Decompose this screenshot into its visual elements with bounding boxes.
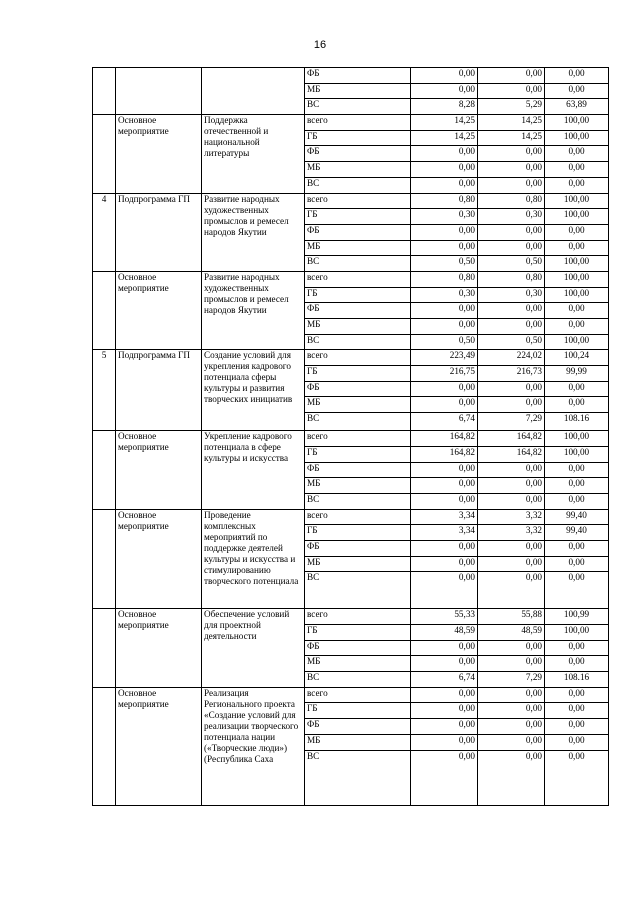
execution-percent-cell: 0,00	[545, 397, 609, 413]
funding-source-cell: МБ	[305, 556, 411, 572]
execution-percent-cell: 0,00	[545, 319, 609, 335]
actual-amount-cell: 0,00	[478, 146, 545, 162]
program-name-cell: Развитие народных художественных промыслов и ремесел народов Якутии	[202, 271, 305, 349]
actual-amount-cell: 0,80	[478, 271, 545, 287]
actual-amount-cell: 0,80	[478, 193, 545, 209]
execution-percent-cell: 100,00	[545, 130, 609, 146]
program-name-cell: Проведение комплексных мероприятий по поддержке деятелей культуры и искусства и стимулированию творческого потенциала	[202, 509, 305, 609]
execution-percent-cell: 99,99	[545, 366, 609, 382]
execution-percent-cell: 100,00	[545, 287, 609, 303]
program-level-cell: Основное мероприятие	[116, 431, 202, 509]
planned-amount-cell: 0,00	[411, 303, 478, 319]
planned-amount-cell: 0,00	[411, 540, 478, 556]
funding-source-cell: ГБ	[305, 209, 411, 225]
planned-amount-cell: 0,00	[411, 719, 478, 735]
execution-percent-cell: 100,00	[545, 334, 609, 350]
actual-amount-cell: 7,29	[478, 413, 545, 431]
planned-amount-cell: 48,59	[411, 625, 478, 641]
execution-percent-cell: 99,40	[545, 509, 609, 525]
execution-percent-cell: 0,00	[545, 640, 609, 656]
funding-source-cell: всего	[305, 193, 411, 209]
funding-source-cell: ГБ	[305, 366, 411, 382]
funding-source-cell: ГБ	[305, 130, 411, 146]
planned-amount-cell: 6,74	[411, 672, 478, 688]
planned-amount-cell: 0,30	[411, 287, 478, 303]
execution-percent-cell: 0,00	[545, 540, 609, 556]
actual-amount-cell: 0,00	[478, 224, 545, 240]
actual-amount-cell: 0,00	[478, 462, 545, 478]
actual-amount-cell: 0,00	[478, 656, 545, 672]
row-index-cell	[93, 68, 116, 115]
execution-percent-cell: 0,00	[545, 68, 609, 84]
planned-amount-cell: 0,00	[411, 750, 478, 805]
execution-percent-cell: 100,99	[545, 609, 609, 625]
planned-amount-cell: 14,25	[411, 115, 478, 131]
funding-source-cell: ГБ	[305, 703, 411, 719]
program-name-cell: Создание условий для укрепления кадрового потенциала сферы культуры и развития творческих инициатив	[202, 350, 305, 431]
planned-amount-cell: 55,33	[411, 609, 478, 625]
planned-amount-cell: 0,00	[411, 146, 478, 162]
program-name-cell: Укрепление кадрового потенциала в сфере культуры и искусства	[202, 431, 305, 509]
program-level-cell	[116, 68, 202, 115]
execution-percent-cell: 0,00	[545, 162, 609, 178]
funding-source-cell: ВС	[305, 493, 411, 509]
planned-amount-cell: 0,00	[411, 478, 478, 494]
execution-percent-cell: 0,00	[545, 177, 609, 193]
row-index-cell	[93, 687, 116, 805]
funding-source-cell: ВС	[305, 572, 411, 609]
execution-percent-cell: 0,00	[545, 462, 609, 478]
funding-source-cell: всего	[305, 350, 411, 366]
planned-amount-cell: 6,74	[411, 413, 478, 431]
funding-source-cell: ВС	[305, 334, 411, 350]
program-name-cell: Реализация Регионального проекта «Создание условий для реализации творческого потенциала нации («Творческие люди») (Республика Саха	[202, 687, 305, 805]
actual-amount-cell: 0,00	[478, 640, 545, 656]
funding-source-cell: ВС	[305, 177, 411, 193]
table-row	[93, 431, 609, 447]
execution-percent-cell: 99,40	[545, 525, 609, 541]
execution-percent-cell: 100,00	[545, 209, 609, 225]
row-index-cell	[93, 509, 116, 609]
actual-amount-cell: 0,00	[478, 83, 545, 99]
planned-amount-cell: 0,00	[411, 319, 478, 335]
planned-amount-cell: 0,00	[411, 381, 478, 397]
funding-source-cell: МБ	[305, 319, 411, 335]
funding-source-cell: всего	[305, 687, 411, 703]
program-level-cell: Основное мероприятие	[116, 609, 202, 687]
execution-percent-cell: 100,00	[545, 271, 609, 287]
actual-amount-cell: 0,00	[478, 381, 545, 397]
planned-amount-cell: 164,82	[411, 446, 478, 462]
planned-amount-cell: 3,34	[411, 525, 478, 541]
table-row	[93, 609, 609, 625]
program-level-cell: Основное мероприятие	[116, 271, 202, 349]
funding-source-cell: ФБ	[305, 146, 411, 162]
funding-source-cell: МБ	[305, 162, 411, 178]
row-index-cell	[93, 609, 116, 687]
funding-source-cell: МБ	[305, 656, 411, 672]
table-row	[93, 115, 609, 131]
execution-percent-cell: 0,00	[545, 224, 609, 240]
planned-amount-cell: 0,00	[411, 734, 478, 750]
funding-source-cell: ФБ	[305, 640, 411, 656]
program-level-cell: Основное мероприятие	[116, 115, 202, 193]
actual-amount-cell: 0,00	[478, 68, 545, 84]
execution-percent-cell: 0,00	[545, 572, 609, 609]
actual-amount-cell: 0,50	[478, 334, 545, 350]
planned-amount-cell: 0,30	[411, 209, 478, 225]
program-level-cell: Основное мероприятие	[116, 687, 202, 805]
actual-amount-cell: 0,00	[478, 750, 545, 805]
funding-source-cell: ГБ	[305, 446, 411, 462]
execution-percent-cell: 108.16	[545, 672, 609, 688]
planned-amount-cell: 0,00	[411, 640, 478, 656]
actual-amount-cell: 55,88	[478, 609, 545, 625]
row-index-cell	[93, 271, 116, 349]
actual-amount-cell: 48,59	[478, 625, 545, 641]
table-row	[93, 193, 609, 209]
execution-percent-cell: 0,00	[545, 656, 609, 672]
funding-source-cell: ВС	[305, 413, 411, 431]
actual-amount-cell: 164,82	[478, 446, 545, 462]
actual-amount-cell: 0,00	[478, 719, 545, 735]
planned-amount-cell: 0,00	[411, 240, 478, 256]
funding-source-cell: ВС	[305, 750, 411, 805]
actual-amount-cell: 14,25	[478, 130, 545, 146]
actual-amount-cell: 0,00	[478, 703, 545, 719]
program-name-cell	[202, 68, 305, 115]
funding-source-cell: ФБ	[305, 303, 411, 319]
execution-percent-cell: 0,00	[545, 381, 609, 397]
actual-amount-cell: 0,00	[478, 478, 545, 494]
planned-amount-cell: 3,34	[411, 509, 478, 525]
program-name-cell: Развитие народных художественных промыслов и ремесел народов Якутии	[202, 193, 305, 271]
planned-amount-cell: 223,49	[411, 350, 478, 366]
funding-source-cell: всего	[305, 271, 411, 287]
page-number: 16	[313, 39, 327, 51]
program-name-cell: Обеспечение условий для проектной деятельности	[202, 609, 305, 687]
funding-source-cell: ФБ	[305, 540, 411, 556]
table-row	[93, 68, 609, 84]
execution-percent-cell: 100,00	[545, 115, 609, 131]
planned-amount-cell: 14,25	[411, 130, 478, 146]
funding-source-cell: МБ	[305, 240, 411, 256]
actual-amount-cell: 224,02	[478, 350, 545, 366]
funding-source-cell: всего	[305, 509, 411, 525]
funding-source-cell: ФБ	[305, 462, 411, 478]
program-name-cell: Поддержка отечественной и национальной литературы	[202, 115, 305, 193]
planned-amount-cell: 0,00	[411, 83, 478, 99]
funding-source-cell: МБ	[305, 397, 411, 413]
row-index-cell: 5	[93, 350, 116, 431]
funding-source-cell: МБ	[305, 734, 411, 750]
funding-source-cell: всего	[305, 431, 411, 447]
actual-amount-cell: 0,00	[478, 162, 545, 178]
planned-amount-cell: 0,00	[411, 224, 478, 240]
actual-amount-cell: 0,00	[478, 303, 545, 319]
actual-amount-cell: 0,00	[478, 177, 545, 193]
funding-source-cell: всего	[305, 115, 411, 131]
table-row	[93, 350, 609, 366]
execution-percent-cell: 0,00	[545, 83, 609, 99]
planned-amount-cell: 0,80	[411, 271, 478, 287]
planned-amount-cell: 0,00	[411, 162, 478, 178]
actual-amount-cell: 0,00	[478, 493, 545, 509]
actual-amount-cell: 0,00	[478, 540, 545, 556]
execution-percent-cell: 0,00	[545, 734, 609, 750]
execution-percent-cell: 0,00	[545, 240, 609, 256]
actual-amount-cell: 0,00	[478, 556, 545, 572]
actual-amount-cell: 3,32	[478, 509, 545, 525]
table-row	[93, 509, 609, 525]
funding-source-cell: ФБ	[305, 719, 411, 735]
program-level-cell: Подпрограмма ГП	[116, 193, 202, 271]
planned-amount-cell: 0,50	[411, 256, 478, 272]
execution-percent-cell: 0,00	[545, 750, 609, 805]
execution-percent-cell: 63,89	[545, 99, 609, 115]
planned-amount-cell: 0,00	[411, 462, 478, 478]
execution-percent-cell: 0,00	[545, 478, 609, 494]
actual-amount-cell: 0,00	[478, 687, 545, 703]
planned-amount-cell: 164,82	[411, 431, 478, 447]
execution-percent-cell: 0,00	[545, 719, 609, 735]
actual-amount-cell: 5,29	[478, 99, 545, 115]
planned-amount-cell: 216,75	[411, 366, 478, 382]
execution-percent-cell: 0,00	[545, 687, 609, 703]
execution-percent-cell: 0,00	[545, 146, 609, 162]
planned-amount-cell: 0,00	[411, 68, 478, 84]
execution-percent-cell: 100,00	[545, 193, 609, 209]
funding-source-cell: ВС	[305, 99, 411, 115]
actual-amount-cell: 14,25	[478, 115, 545, 131]
funding-source-cell: ФБ	[305, 224, 411, 240]
funding-source-cell: ВС	[305, 256, 411, 272]
planned-amount-cell: 0,00	[411, 703, 478, 719]
actual-amount-cell: 0,00	[478, 319, 545, 335]
planned-amount-cell: 0,00	[411, 656, 478, 672]
funding-source-cell: ГБ	[305, 525, 411, 541]
funding-source-cell: ФБ	[305, 68, 411, 84]
planned-amount-cell: 0,00	[411, 687, 478, 703]
row-index-cell	[93, 431, 116, 509]
funding-source-cell: МБ	[305, 83, 411, 99]
execution-percent-cell: 100,00	[545, 446, 609, 462]
planned-amount-cell: 8,28	[411, 99, 478, 115]
execution-percent-cell: 100,00	[545, 431, 609, 447]
actual-amount-cell: 216,73	[478, 366, 545, 382]
actual-amount-cell: 164,82	[478, 431, 545, 447]
actual-amount-cell: 0,00	[478, 240, 545, 256]
actual-amount-cell: 0,30	[478, 287, 545, 303]
funding-source-cell: МБ	[305, 478, 411, 494]
funding-source-cell: ГБ	[305, 625, 411, 641]
actual-amount-cell: 0,00	[478, 572, 545, 609]
planned-amount-cell: 0,80	[411, 193, 478, 209]
table-body	[93, 68, 609, 806]
actual-amount-cell: 0,30	[478, 209, 545, 225]
funding-source-cell: ВС	[305, 672, 411, 688]
row-index-cell	[93, 115, 116, 193]
funding-source-cell: ГБ	[305, 287, 411, 303]
table-row	[93, 271, 609, 287]
funding-source-cell: ФБ	[305, 381, 411, 397]
execution-percent-cell: 100,00	[545, 625, 609, 641]
execution-percent-cell: 0,00	[545, 303, 609, 319]
planned-amount-cell: 0,00	[411, 556, 478, 572]
execution-percent-cell: 0,00	[545, 556, 609, 572]
row-index-cell: 4	[93, 193, 116, 271]
planned-amount-cell: 0,00	[411, 177, 478, 193]
execution-percent-cell: 108.16	[545, 413, 609, 431]
table-row	[93, 687, 609, 703]
actual-amount-cell: 0,00	[478, 397, 545, 413]
actual-amount-cell: 0,00	[478, 734, 545, 750]
planned-amount-cell: 0,00	[411, 397, 478, 413]
planned-amount-cell: 0,00	[411, 493, 478, 509]
execution-percent-cell: 100,24	[545, 350, 609, 366]
planned-amount-cell: 0,00	[411, 572, 478, 609]
execution-percent-cell: 0,00	[545, 493, 609, 509]
budget-execution-table	[92, 67, 609, 806]
program-level-cell: Основное мероприятие	[116, 509, 202, 609]
actual-amount-cell: 3,32	[478, 525, 545, 541]
actual-amount-cell: 0,50	[478, 256, 545, 272]
actual-amount-cell: 7,29	[478, 672, 545, 688]
funding-source-cell: всего	[305, 609, 411, 625]
execution-percent-cell: 0,00	[545, 703, 609, 719]
planned-amount-cell: 0,50	[411, 334, 478, 350]
program-level-cell: Подпрограмма ГП	[116, 350, 202, 431]
execution-percent-cell: 100,00	[545, 256, 609, 272]
